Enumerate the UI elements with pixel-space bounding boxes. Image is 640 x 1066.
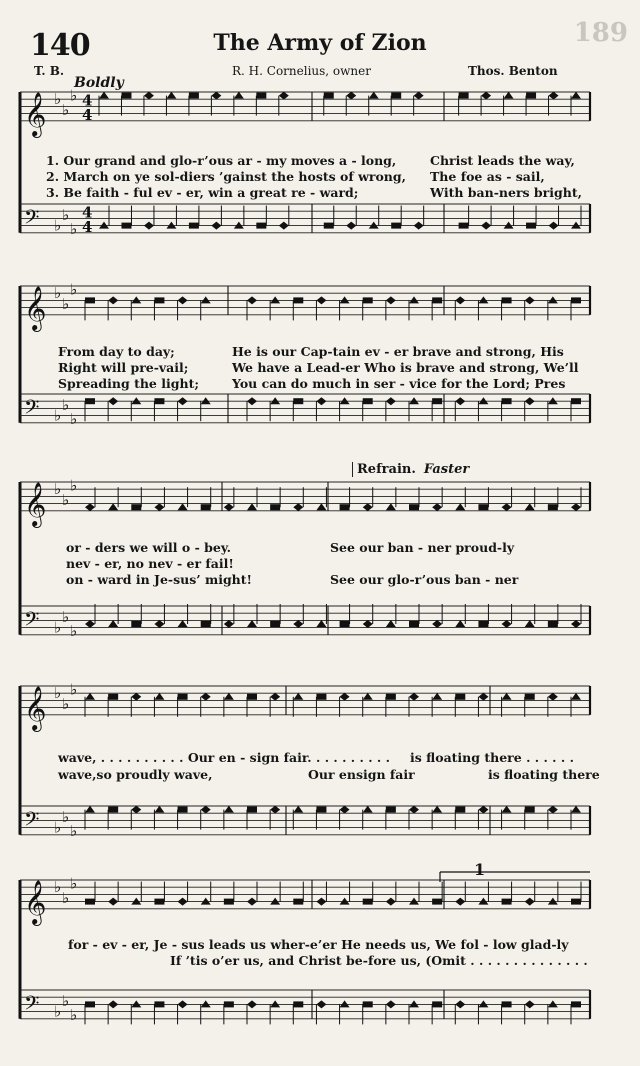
note-head xyxy=(409,621,419,627)
note-head xyxy=(234,92,244,99)
note-head xyxy=(224,806,234,813)
note-head xyxy=(293,297,303,303)
note-head xyxy=(363,899,373,905)
note-head xyxy=(548,806,558,814)
note-head xyxy=(369,222,379,229)
note-head xyxy=(293,899,303,905)
note-head xyxy=(386,898,396,906)
lyric-line: on - ward in Je-sus’ might! xyxy=(66,572,253,587)
note-head xyxy=(409,806,419,814)
note-head xyxy=(293,503,303,511)
note-head xyxy=(502,297,512,303)
lyric-line: for - ev - er, Je - sus leads us wher-e’er He needs us, We fol - low glad-ly xyxy=(68,937,569,952)
note-head xyxy=(455,694,465,700)
note-head xyxy=(256,93,266,99)
note-head xyxy=(340,806,350,814)
copyright-owner: R. H. Cornelius, owner xyxy=(232,64,371,78)
flat-sign: ♭ xyxy=(54,480,62,499)
note-head xyxy=(391,93,401,99)
treble-clef: 𝄞 xyxy=(24,91,47,136)
time-signature: 4 xyxy=(82,91,93,110)
note-head xyxy=(478,693,488,701)
note-head xyxy=(363,1001,373,1007)
note-head xyxy=(455,397,465,405)
note-head xyxy=(455,296,465,304)
lyric-line: With ban-ners bright, xyxy=(430,185,582,200)
lyric-line: From day to day; xyxy=(58,344,175,359)
note-head xyxy=(432,398,442,404)
note-head xyxy=(386,1000,396,1008)
note-head xyxy=(432,503,442,511)
note-head xyxy=(201,296,211,303)
flat-sign: ♭ xyxy=(54,618,62,637)
note-head xyxy=(224,1001,234,1007)
note-head xyxy=(409,296,419,303)
note-head xyxy=(189,93,199,99)
note-head xyxy=(201,693,211,701)
note-head xyxy=(154,297,164,303)
note-head xyxy=(247,1000,257,1008)
note-head xyxy=(386,694,396,700)
note-head xyxy=(478,621,488,627)
note-head xyxy=(108,620,118,627)
note-head xyxy=(525,898,535,906)
note-head xyxy=(478,296,488,303)
note-head xyxy=(144,222,154,230)
note-head xyxy=(548,504,558,510)
note-head xyxy=(247,694,257,700)
note-head xyxy=(201,1000,211,1007)
note-head xyxy=(363,398,373,404)
note-head xyxy=(386,620,396,627)
flat-sign: ♭ xyxy=(62,695,70,713)
flat-sign: ♭ xyxy=(62,491,70,509)
note-head xyxy=(548,898,558,905)
note-head xyxy=(108,898,118,906)
composer-credit: Thos. Benton xyxy=(468,64,558,78)
note-head xyxy=(247,503,257,510)
first-ending-marking: 1 xyxy=(474,860,486,879)
note-head xyxy=(340,1000,350,1007)
time-signature: 4 xyxy=(82,203,93,222)
note-head xyxy=(279,222,289,230)
note-head xyxy=(571,398,581,404)
flat-sign: ♭ xyxy=(62,807,70,826)
note-head xyxy=(525,807,535,813)
author-initials: T. B. xyxy=(34,64,65,78)
note-head xyxy=(270,693,280,701)
note-head xyxy=(455,807,465,813)
note-head xyxy=(108,503,118,510)
note-head xyxy=(481,222,491,230)
note-head xyxy=(270,1000,280,1007)
note-head xyxy=(131,504,141,510)
note-head xyxy=(391,223,401,229)
note-head xyxy=(224,693,234,700)
note-head xyxy=(549,92,559,100)
note-head xyxy=(293,620,303,628)
note-head xyxy=(478,806,488,814)
note-head xyxy=(293,398,303,404)
flat-sign: ♭ xyxy=(62,101,70,119)
flat-sign: ♭ xyxy=(62,991,70,1010)
note-head xyxy=(154,620,164,628)
note-head xyxy=(316,503,326,510)
note-head xyxy=(386,296,396,304)
tempo-marking-faster: Faster xyxy=(423,462,470,477)
flat-sign: ♭ xyxy=(54,684,62,703)
note-head xyxy=(525,397,535,405)
note-head xyxy=(571,1001,581,1007)
flat-sign: ♭ xyxy=(54,406,62,425)
note-head xyxy=(247,620,257,627)
flat-sign: ♭ xyxy=(70,1006,78,1025)
note-head xyxy=(270,504,280,510)
note-head xyxy=(247,898,257,906)
note-head xyxy=(247,397,257,405)
note-head xyxy=(549,222,559,230)
treble-clef: 𝄞 xyxy=(24,879,47,924)
note-head xyxy=(154,398,164,404)
note-head xyxy=(166,92,176,99)
note-head xyxy=(432,693,442,700)
note-head xyxy=(571,92,581,99)
note-head xyxy=(85,806,95,813)
note-head xyxy=(154,693,164,700)
note-head xyxy=(121,223,131,229)
note-head xyxy=(131,621,141,627)
lyric-line: See our glo-r’ous ban - ner xyxy=(330,572,519,587)
note-head xyxy=(571,222,581,229)
hymn-title: The Army of Zion xyxy=(213,30,427,56)
note-head xyxy=(548,693,558,701)
bass-clef: 𝄢 xyxy=(24,991,40,1020)
note-head xyxy=(316,807,326,813)
note-head xyxy=(571,620,581,628)
note-head xyxy=(316,898,326,906)
note-head xyxy=(178,1000,188,1008)
note-head xyxy=(270,621,280,627)
note-head xyxy=(131,397,141,404)
note-head xyxy=(224,899,234,905)
bass-clef: 𝄢 xyxy=(24,205,40,234)
note-head xyxy=(316,620,326,627)
note-head xyxy=(571,297,581,303)
lyric-line: You can do much in ser - vice for the Lord; Pres xyxy=(232,376,566,391)
bass-clef: 𝄢 xyxy=(24,395,40,424)
note-head xyxy=(414,222,424,230)
note-head xyxy=(85,398,95,404)
lyric-line: If ’tis o’er us, and Christ be-fore us, (Omit . . . . . . . . . . . . . . xyxy=(170,953,588,968)
note-head xyxy=(224,503,234,511)
note-head xyxy=(85,693,95,700)
flat-sign: ♭ xyxy=(62,607,70,626)
note-head xyxy=(432,806,442,813)
flat-sign: ♭ xyxy=(54,90,62,109)
note-head xyxy=(316,694,326,700)
flat-sign: ♭ xyxy=(70,86,78,105)
lyric-line: Christ leads the way, xyxy=(430,153,575,168)
note-head xyxy=(85,1001,95,1007)
note-head xyxy=(178,807,188,813)
note-head xyxy=(504,222,514,229)
note-head xyxy=(256,223,266,229)
note-head xyxy=(432,1001,442,1007)
note-head xyxy=(121,93,131,99)
note-head xyxy=(247,807,257,813)
lyric-line: or - ders we will o - bey. xyxy=(66,540,232,555)
note-head xyxy=(293,693,303,700)
note-head xyxy=(131,1000,141,1007)
note-head xyxy=(340,397,350,404)
flat-sign: ♭ xyxy=(62,205,70,224)
time-signature: 4 xyxy=(82,105,93,124)
note-head xyxy=(324,223,334,229)
flat-sign: ♭ xyxy=(62,889,70,907)
note-head xyxy=(502,1001,512,1007)
note-head xyxy=(571,899,581,905)
note-head xyxy=(178,620,188,627)
page-number: 140 xyxy=(30,28,90,63)
note-head xyxy=(502,620,512,628)
note-head xyxy=(340,898,350,905)
note-head xyxy=(363,806,373,813)
note-head xyxy=(154,899,164,905)
treble-clef: 𝄞 xyxy=(24,481,47,526)
note-head xyxy=(279,92,289,100)
bass-clef: 𝄢 xyxy=(24,607,40,636)
note-head xyxy=(154,503,164,511)
lyric-line: Our ensign fair xyxy=(308,767,415,782)
note-head xyxy=(144,92,154,100)
note-head xyxy=(316,1000,326,1008)
note-head xyxy=(363,620,373,628)
flat-sign: ♭ xyxy=(70,280,78,299)
lyric-line: See our ban - ner proud-ly xyxy=(330,540,515,555)
flat-sign: ♭ xyxy=(70,476,78,495)
note-head xyxy=(85,899,95,905)
note-head xyxy=(340,504,350,510)
note-head xyxy=(178,898,188,906)
note-head xyxy=(201,898,211,905)
note-head xyxy=(154,806,164,813)
lyric-line: is floating there xyxy=(488,767,600,782)
note-head xyxy=(502,806,512,813)
note-head xyxy=(131,693,141,701)
tempo-marking-boldly: Boldly xyxy=(74,75,124,91)
note-head xyxy=(459,223,469,229)
note-head xyxy=(131,296,141,303)
note-head xyxy=(525,1000,535,1008)
note-head xyxy=(178,694,188,700)
note-head xyxy=(363,297,373,303)
note-head xyxy=(525,296,535,304)
note-head xyxy=(340,296,350,303)
lyric-line: wave,so proudly wave, xyxy=(58,767,213,782)
flat-sign: ♭ xyxy=(70,680,78,699)
lyric-line: We have a Lead-er Who is brave and strong, We’ll xyxy=(232,360,579,375)
flat-sign: ♭ xyxy=(54,216,62,235)
note-head xyxy=(504,92,514,99)
note-head xyxy=(478,1000,488,1007)
note-head xyxy=(85,503,95,511)
note-head xyxy=(340,621,350,627)
note-head xyxy=(409,693,419,701)
lyric-line: 1. Our grand and glo-r’ous ar - my moves a - long, xyxy=(46,153,397,168)
note-head xyxy=(346,222,356,230)
note-head xyxy=(571,806,581,813)
note-head xyxy=(409,1000,419,1007)
note-head xyxy=(85,620,95,628)
note-head xyxy=(525,620,535,627)
note-head xyxy=(85,297,95,303)
treble-clef: 𝄞 xyxy=(24,685,47,730)
note-head xyxy=(108,296,118,304)
note-head xyxy=(571,503,581,511)
note-head xyxy=(432,899,442,905)
note-head xyxy=(178,503,188,510)
note-head xyxy=(247,296,257,304)
note-head xyxy=(478,504,488,510)
note-head xyxy=(270,806,280,814)
note-head xyxy=(369,92,379,99)
note-head xyxy=(131,806,141,814)
flat-sign: ♭ xyxy=(70,220,78,239)
note-head xyxy=(432,620,442,628)
note-head xyxy=(455,898,465,906)
note-head xyxy=(293,1001,303,1007)
flat-sign: ♭ xyxy=(54,284,62,303)
flat-sign: ♭ xyxy=(62,295,70,313)
lyric-line: Spreading the light; xyxy=(58,376,199,391)
note-head xyxy=(316,296,326,304)
flat-sign: ♭ xyxy=(70,622,78,641)
note-head xyxy=(166,222,176,229)
note-head xyxy=(234,222,244,229)
note-head xyxy=(432,297,442,303)
note-head xyxy=(108,694,118,700)
note-head xyxy=(211,92,221,100)
note-head xyxy=(478,898,488,905)
note-head xyxy=(201,806,211,814)
note-head xyxy=(346,92,356,100)
flat-sign: ♭ xyxy=(54,878,62,897)
lyric-line: wave, . . . . . . . . . . Our en - sign fair. . . . . . . . . . xyxy=(58,750,390,765)
time-signature: 4 xyxy=(82,217,93,236)
lyric-line: nev - er, no nev - er fail! xyxy=(66,556,234,571)
note-head xyxy=(481,92,491,100)
bass-clef: 𝄢 xyxy=(24,807,40,836)
note-head xyxy=(99,92,109,99)
note-head xyxy=(211,222,221,230)
flat-sign: ♭ xyxy=(70,874,78,893)
flat-sign: ♭ xyxy=(62,395,70,414)
refrain-label: Refrain. xyxy=(352,462,416,477)
note-head xyxy=(316,397,326,405)
note-head xyxy=(178,397,188,405)
note-head xyxy=(571,693,581,700)
note-head xyxy=(99,222,109,229)
note-head xyxy=(363,693,373,700)
note-head xyxy=(409,397,419,404)
note-head xyxy=(324,93,334,99)
note-head xyxy=(548,296,558,303)
note-head xyxy=(201,504,211,510)
note-head xyxy=(502,693,512,700)
note-head xyxy=(525,694,535,700)
note-head xyxy=(293,806,303,813)
note-head xyxy=(548,397,558,404)
flat-sign: ♭ xyxy=(70,822,78,841)
note-head xyxy=(224,620,234,628)
lyric-line: He is our Cap-tain ev - er brave and strong, His xyxy=(232,344,564,359)
note-head xyxy=(363,503,373,511)
note-head xyxy=(502,398,512,404)
note-head xyxy=(386,397,396,405)
faded-page-number: 189 xyxy=(573,18,628,48)
note-head xyxy=(108,397,118,405)
note-head xyxy=(386,503,396,510)
note-head xyxy=(409,504,419,510)
note-head xyxy=(178,296,188,304)
note-head xyxy=(455,620,465,627)
note-head xyxy=(478,397,488,404)
lyric-line: The foe as - sail, xyxy=(430,169,545,184)
note-head xyxy=(414,92,424,100)
note-head xyxy=(154,1001,164,1007)
note-head xyxy=(409,898,419,905)
note-head xyxy=(270,898,280,905)
flat-sign: ♭ xyxy=(70,410,78,429)
note-head xyxy=(270,397,280,404)
lyric-line: 2. March on ye sol-diers ’gainst the hosts of wrong, xyxy=(46,169,406,184)
note-head xyxy=(548,621,558,627)
note-head xyxy=(526,223,536,229)
flat-sign: ♭ xyxy=(54,818,62,837)
note-head xyxy=(108,807,118,813)
lyric-line: 3. Be faith - ful ev - er, win a great re - ward; xyxy=(46,185,359,200)
note-head xyxy=(270,296,280,303)
note-head xyxy=(459,93,469,99)
note-head xyxy=(340,693,350,701)
note-head xyxy=(548,1000,558,1007)
note-head xyxy=(525,503,535,510)
note-head xyxy=(502,503,512,511)
note-head xyxy=(131,898,141,905)
note-head xyxy=(526,93,536,99)
note-head xyxy=(455,503,465,510)
treble-clef: 𝄞 xyxy=(24,285,47,330)
lyric-line: is floating there . . . . . . xyxy=(410,750,574,765)
note-head xyxy=(201,621,211,627)
note-head xyxy=(189,223,199,229)
note-head xyxy=(108,1000,118,1008)
note-head xyxy=(455,1000,465,1008)
lyric-line: Right will pre-vail; xyxy=(58,360,189,375)
note-head xyxy=(201,397,211,404)
flat-sign: ♭ xyxy=(54,1002,62,1021)
note-head xyxy=(386,807,396,813)
note-head xyxy=(502,899,512,905)
